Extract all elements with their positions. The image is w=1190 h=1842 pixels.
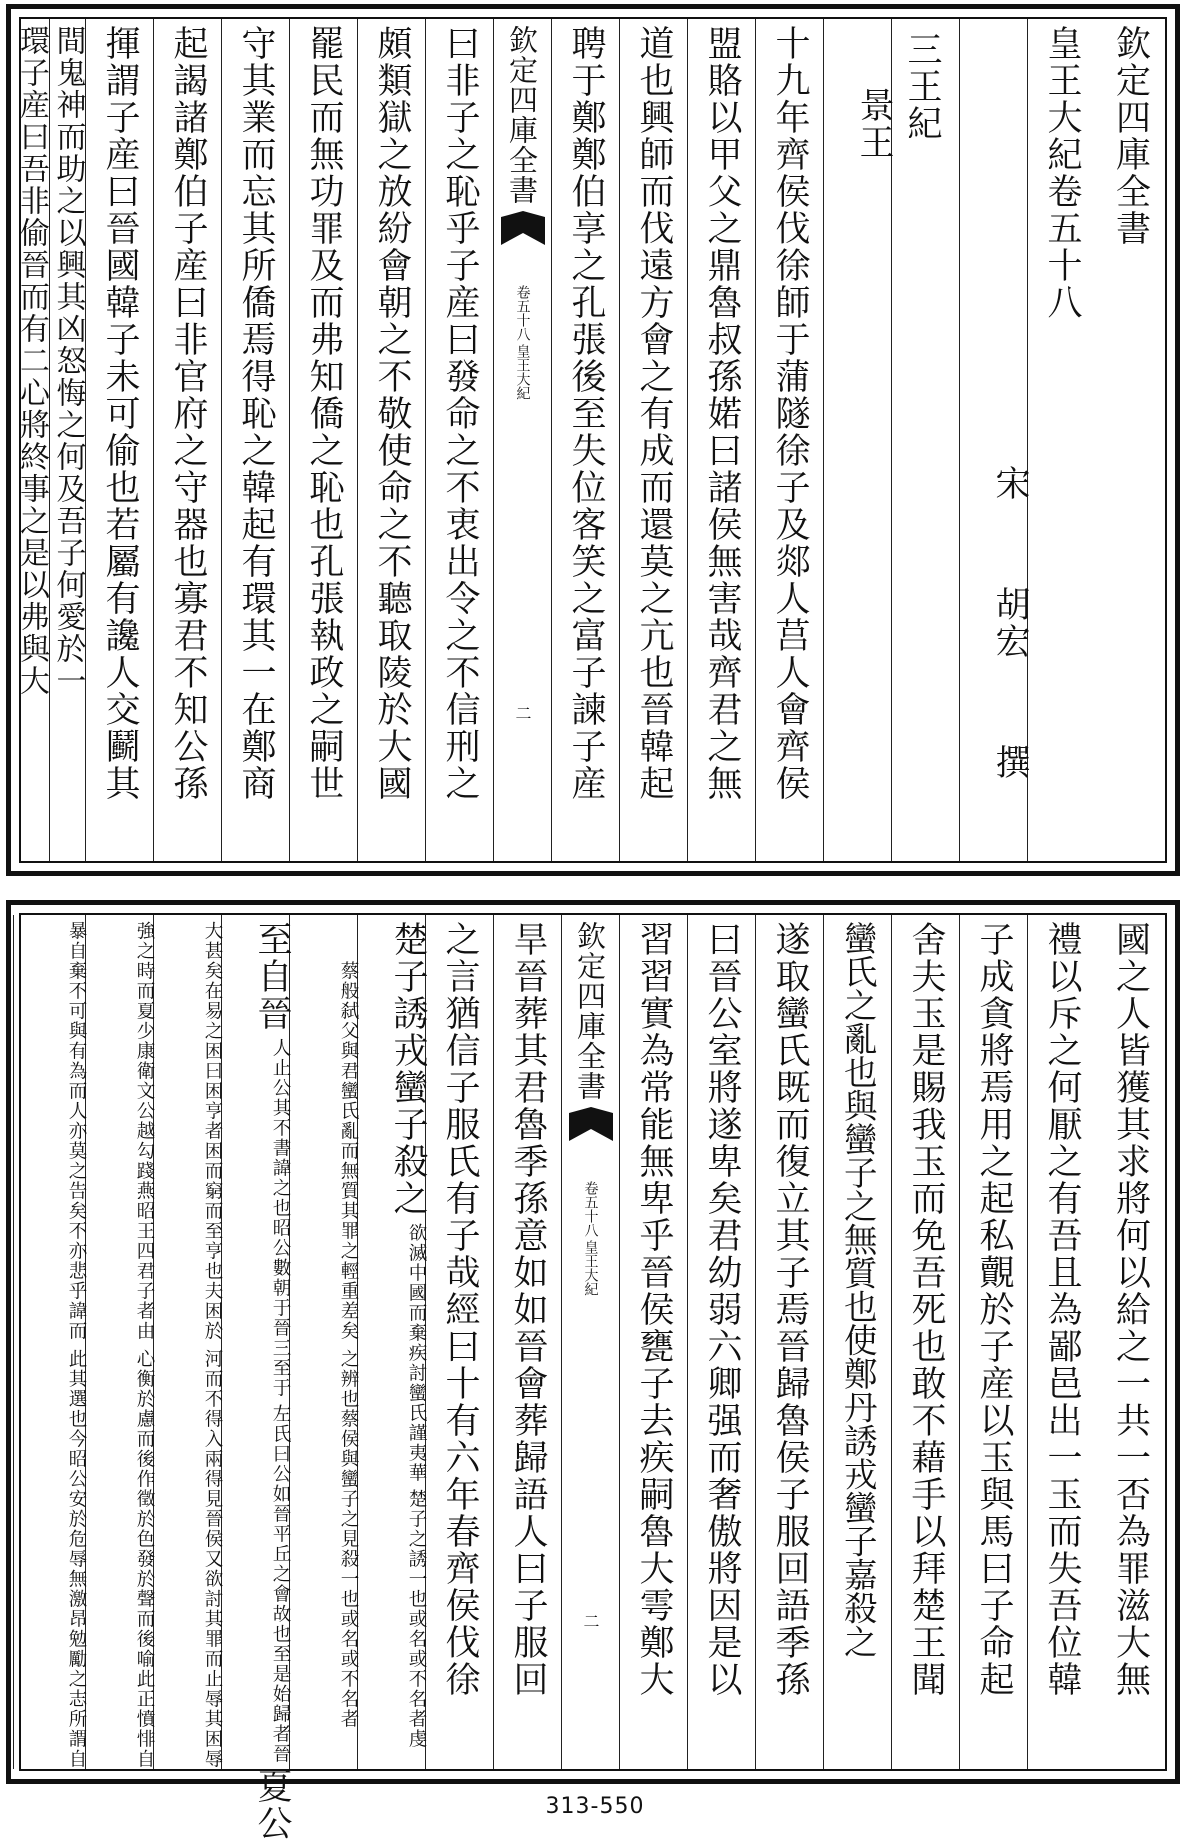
note-line: 此其選也今昭公安於危辱無激昂勉勵之志所謂自 xyxy=(66,1349,87,1769)
note-line: 左氏曰公如晉平丘之會故也至是始歸者晉 xyxy=(270,1404,291,1764)
text-line: 舍夫玉是賜我玉而免吾死也敢不藉手以拜楚王聞 xyxy=(906,921,946,1698)
author-column xyxy=(959,19,1030,861)
text-column xyxy=(551,19,619,861)
text-column xyxy=(823,915,891,1769)
text-column xyxy=(425,19,493,861)
text-line: 道也興師而伐遠方會之有成而還莫之亢也晉韓起 xyxy=(634,25,674,802)
text-line: 曰非子之恥乎子産曰發命之不衷出令之不信刑之 xyxy=(440,25,480,802)
text-line: 守其業而忘其所僑焉得恥之韓起有環其一在鄭商 xyxy=(236,25,276,802)
gutter-column xyxy=(493,19,551,861)
text-column xyxy=(493,915,561,1769)
subsection-column xyxy=(823,19,894,861)
note-column xyxy=(13,915,85,1769)
text-line: 禮以斥之何厭之有吾且為鄙邑出一玉而失吾位韓 xyxy=(1042,921,1082,1698)
text-line: 揮謂子産曰晉國韓子未可偷也若屬有讒人交鬬其 xyxy=(100,25,140,802)
section-column xyxy=(891,19,959,861)
interlinear-note xyxy=(271,1032,290,1764)
text-column xyxy=(687,915,755,1769)
gutter-column xyxy=(561,915,619,1769)
text-line: 罷民而無功罪及而弗知僑之恥也孔張執政之嗣世 xyxy=(304,25,344,802)
text-column-with-note xyxy=(221,915,292,1842)
note-line: 楚子之誘一也或名或不名者虔 xyxy=(406,1489,427,1749)
text-line: 環子産曰吾非偷晉而有二心將終事之是以弗與大 xyxy=(14,25,49,697)
text-column xyxy=(13,19,49,861)
text-column xyxy=(1027,915,1095,1769)
text-column-with-note xyxy=(357,915,428,1769)
text-column xyxy=(891,915,959,1769)
gutter-page-number: 二 xyxy=(513,705,532,721)
text-column xyxy=(49,19,85,861)
gutter-subtitle xyxy=(581,1181,601,1296)
text-column xyxy=(425,915,493,1769)
text-line: 頗類獄之放紛會朝之不敬使命之不聽取陵於大國 xyxy=(372,25,412,802)
text-column xyxy=(289,19,357,861)
gutter-sub-a: 皇王大紀 xyxy=(582,1240,599,1296)
note-line: 強之時而夏少康衛文公越勾踐燕昭王四君子者由 xyxy=(134,921,155,1341)
text-column xyxy=(619,915,687,1769)
gutter-title: 欽定四庫全書 xyxy=(505,25,539,205)
gutter-sub-a: 皇王大紀 xyxy=(514,344,531,400)
interlinear-note xyxy=(407,1217,426,1749)
gutter-sub-b: 卷五十八 xyxy=(514,285,531,341)
text-line: 十九年齊侯伐徐師于蒲隧徐子及郯人莒人會齊侯 xyxy=(770,25,810,802)
text-line: 至自晉 xyxy=(252,921,292,1032)
book-title: 欽定四庫全書 xyxy=(1110,25,1151,247)
gutter-subtitle xyxy=(513,285,533,400)
note-column xyxy=(153,915,221,1769)
gutter-title: 欽定四庫全書 xyxy=(573,921,607,1101)
text-column xyxy=(755,915,823,1769)
text-column xyxy=(153,19,221,861)
book-title-column xyxy=(1095,19,1165,861)
text-column xyxy=(221,19,289,861)
text-column xyxy=(1095,915,1165,1769)
text-line: 之言猶信子服氏有子哉經曰十有六年春齊侯伐徐 xyxy=(440,921,480,1698)
text-line: 間鬼神而助之以興其凶怒悔之何及吾子何愛於一 xyxy=(50,25,86,697)
text-line: 國之人皆獲其求將何以給之一共一否為罪滋大無 xyxy=(1110,921,1151,1698)
note-line: 蔡般弑父與君蠻氏亂而無質其罪之輕重差矣 xyxy=(338,961,359,1341)
gutter-sub-b: 卷五十八 xyxy=(582,1181,599,1237)
note-line: 大甚矣在易之困曰困亨者困而窮而至亨也夫困於 xyxy=(202,921,223,1341)
text-column xyxy=(619,19,687,861)
section-title: 三王紀 xyxy=(902,31,942,142)
text-line: 旱晉葬其君魯季孫意如如晉會葬歸語人曰子服回 xyxy=(508,921,548,1698)
text-line: 蠻氏之亂也與蠻子之無質也使鄭丹誘戎蠻子嘉殺之 xyxy=(838,921,878,1658)
text-line: 起謁諸鄭伯子産曰非官府之守器也寡君不知公孫 xyxy=(168,25,208,802)
text-line: 曰晉公室將遂卑矣君幼弱六卿强而奢傲將因是以 xyxy=(702,921,742,1698)
note-line: 人止公其不書諱之也昭公數朝于晉三至于 xyxy=(270,1038,291,1398)
gutter-page-number: 二 xyxy=(581,1613,600,1629)
text-column xyxy=(959,915,1027,1769)
note-line: 之辨也蔡侯與蠻子之見殺一也或名或不名者 xyxy=(338,1349,359,1729)
fish-tail-mark-icon xyxy=(501,211,545,245)
note-column xyxy=(289,915,357,1769)
note-line: 暴自棄不可與有為而人亦莫之告矣不亦悲乎諱而 xyxy=(66,921,87,1341)
text-line: 聘于鄭鄭伯享之孔張後至失位客笑之富子諫子産 xyxy=(566,25,606,802)
volume-title: 皇王大紀卷五十八 xyxy=(1042,25,1082,321)
volume-title-column xyxy=(1027,19,1095,861)
note-line: 河而不得入兩得見晉侯又欲討其罪而止辱其困辱 xyxy=(202,1349,223,1769)
note-line: 欲滅中國而棄疾討蠻氏謹夷華 xyxy=(406,1223,427,1483)
author: 宋 胡宏 撰 xyxy=(990,465,1030,781)
text-column xyxy=(357,19,425,861)
text-column xyxy=(687,19,755,861)
text-column xyxy=(85,19,153,861)
subsection-title: 景王 xyxy=(854,87,894,161)
top-page-frame xyxy=(14,17,1167,863)
page-number: 313-550 xyxy=(545,1794,645,1819)
note-column xyxy=(85,915,153,1769)
text-line: 子成貪將焉用之起私覿於子産以玉與馬曰子命起 xyxy=(974,921,1014,1698)
fish-tail-mark-icon xyxy=(569,1107,613,1141)
text-line: 習習實為常能無卑乎晉侯甕子去疾嗣魯大雩鄭大 xyxy=(634,921,674,1698)
text-line: 夏公 xyxy=(252,1768,292,1842)
text-column xyxy=(755,19,823,861)
text-line: 盟賂以甲父之鼎魯叔孫婼曰諸侯無害哉齊君之無 xyxy=(702,25,742,802)
top-page xyxy=(6,4,1180,876)
note-line: 心衡於慮而後作徵於色發於聲而後喻此正憤悱自 xyxy=(134,1349,155,1769)
text-line: 遂取蠻氏既而復立其子焉晉歸魯侯子服回語季孫 xyxy=(770,921,810,1698)
text-line: 楚子誘戎蠻子殺之 xyxy=(388,921,428,1217)
